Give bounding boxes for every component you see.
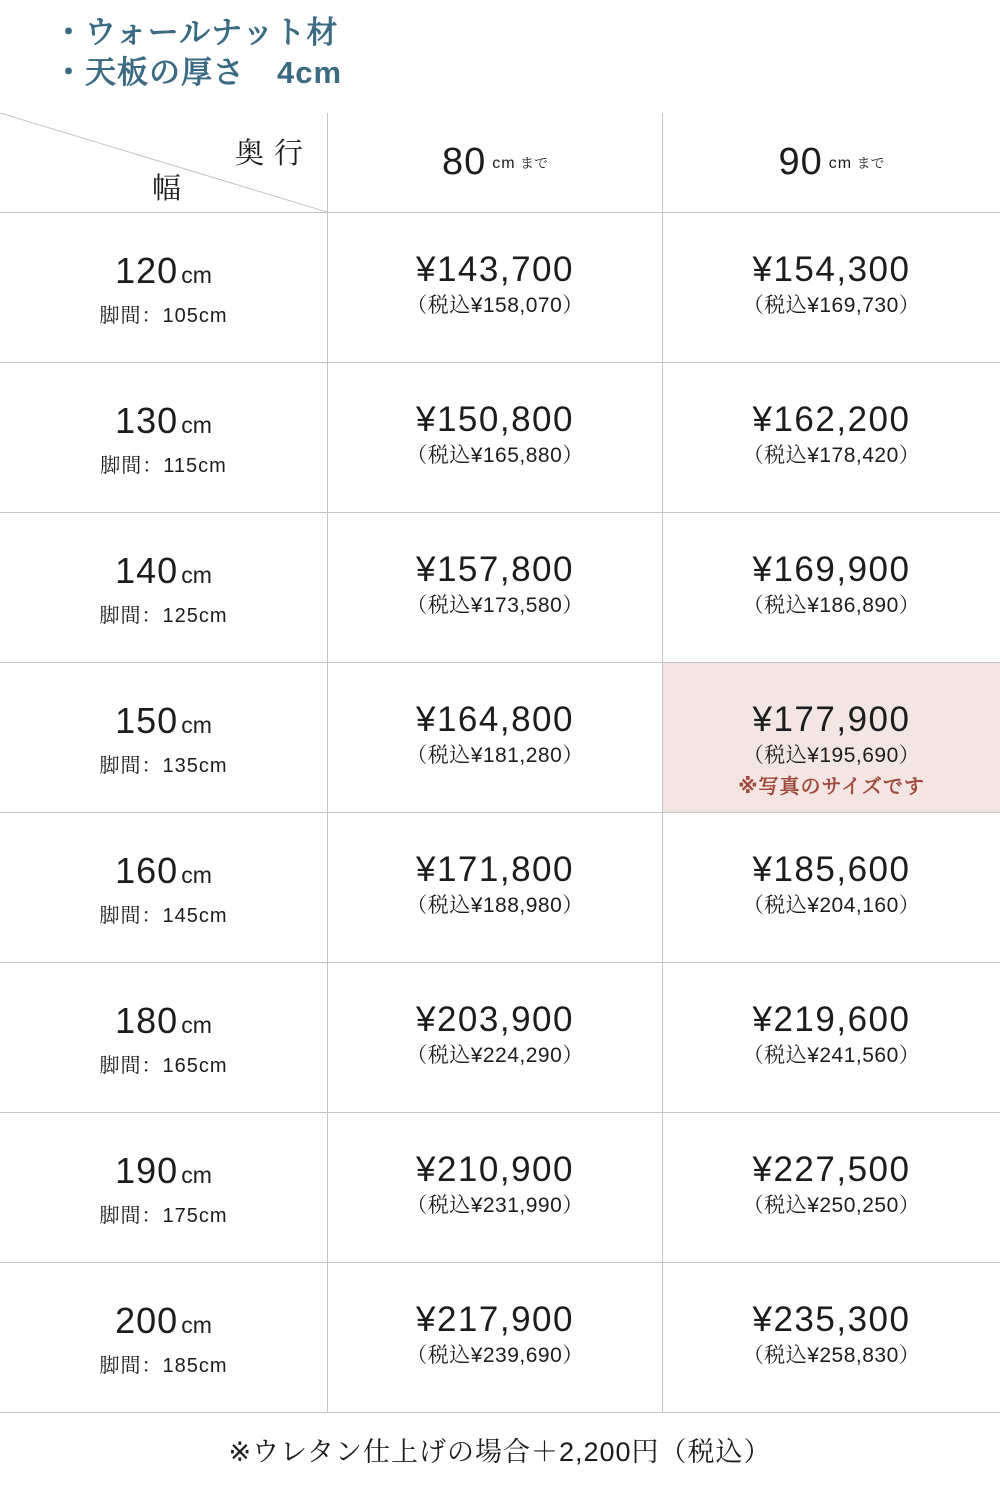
price-value: ¥235,300 <box>752 1300 911 1339</box>
size-value: 140 <box>115 550 179 591</box>
tax-included-price: （税込¥224,290） <box>406 1044 584 1067</box>
size-cell <box>0 1113 327 1262</box>
size-label <box>115 249 212 301</box>
tax-included-price: （税込¥181,280） <box>406 744 584 767</box>
price-value: ¥177,900 <box>752 700 911 739</box>
leg-span-label: 脚間：125cm <box>99 605 228 627</box>
photo-size-note: ※写真のサイズです <box>738 776 925 798</box>
size-label <box>115 549 212 601</box>
tax-included-price: （税込¥178,420） <box>742 444 921 467</box>
size-label <box>115 849 212 901</box>
size-cell <box>0 963 327 1112</box>
spec-note-material: ・ウォールナット材 <box>53 15 339 50</box>
column-header-suffix: まで <box>856 154 885 171</box>
size-cell <box>0 1263 327 1412</box>
price-value: ¥150,800 <box>416 400 574 439</box>
price-cell-90 <box>662 963 1000 1112</box>
price-value: ¥162,200 <box>752 400 911 439</box>
column-header-80cm <box>327 113 662 212</box>
table-row-160cm <box>0 813 1000 963</box>
size-label <box>115 1149 212 1201</box>
tax-included-price: （税込¥241,560） <box>742 1044 921 1067</box>
table-header-row <box>0 113 1000 213</box>
column-header-unit: cm <box>828 154 853 172</box>
leg-span-label: 脚間：105cm <box>99 305 228 327</box>
size-value: 160 <box>115 850 179 891</box>
tax-included-price: （税込¥173,580） <box>406 594 584 617</box>
price-value: ¥227,500 <box>752 1150 911 1189</box>
table-row-120cm <box>0 213 1000 363</box>
size-value: 130 <box>115 400 179 441</box>
tax-included-price: （税込¥250,250） <box>742 1194 921 1217</box>
table-row-130cm <box>0 363 1000 513</box>
price-cell-90 <box>662 1263 1000 1412</box>
column-header-value: 80 <box>441 141 487 183</box>
column-header-unit: cm <box>492 154 516 172</box>
price-cell-80 <box>327 663 662 812</box>
size-cell <box>0 663 327 812</box>
tax-included-price: （税込¥239,690） <box>406 1344 584 1367</box>
size-label <box>115 1299 212 1351</box>
size-value: 150 <box>115 700 179 741</box>
price-value: ¥154,300 <box>752 250 911 289</box>
size-value: 190 <box>115 1150 179 1191</box>
price-cell-90 <box>662 363 1000 512</box>
table-row-190cm <box>0 1113 1000 1263</box>
size-cell <box>0 813 327 962</box>
tax-included-price: （税込¥165,880） <box>406 444 584 467</box>
size-cell <box>0 363 327 512</box>
price-cell-90-highlighted <box>662 663 1000 812</box>
leg-span-label: 脚間：175cm <box>99 1205 228 1227</box>
tax-included-price: （税込¥204,160） <box>742 894 921 917</box>
price-cell-90 <box>662 1113 1000 1262</box>
price-value: ¥143,700 <box>416 250 574 289</box>
column-header-value: 90 <box>778 141 823 183</box>
price-cell-80 <box>327 813 662 962</box>
price-value: ¥157,800 <box>416 550 574 589</box>
tax-included-price: （税込¥258,830） <box>742 1344 921 1367</box>
urethane-finish-note: ※ウレタン仕上げの場合＋2,200円（税込） <box>228 1437 772 1467</box>
price-value: ¥203,900 <box>416 1000 574 1039</box>
price-cell-80 <box>327 213 662 362</box>
size-unit: cm <box>181 712 212 738</box>
price-value: ¥185,600 <box>752 850 911 889</box>
corner-cell <box>0 113 327 212</box>
size-unit: cm <box>181 862 212 888</box>
price-value: ¥164,800 <box>416 700 574 739</box>
size-value: 200 <box>115 1300 179 1341</box>
tax-included-price: （税込¥169,730） <box>742 294 921 317</box>
size-unit: cm <box>181 262 212 288</box>
size-unit: cm <box>181 562 212 588</box>
price-value: ¥217,900 <box>416 1300 574 1339</box>
table-row-140cm <box>0 513 1000 663</box>
size-label <box>115 399 212 451</box>
size-value: 120 <box>115 250 179 291</box>
width-axis-label: 幅 <box>152 173 182 205</box>
table-row-200cm <box>0 1263 1000 1413</box>
size-label <box>115 999 212 1051</box>
tax-included-price: （税込¥186,890） <box>742 594 921 617</box>
price-cell-90 <box>662 213 1000 362</box>
size-unit: cm <box>181 1012 212 1038</box>
tax-included-price: （税込¥158,070） <box>406 294 584 317</box>
price-cell-80 <box>327 363 662 512</box>
price-value: ¥210,900 <box>416 1150 574 1189</box>
column-header-90cm <box>662 113 1000 212</box>
price-cell-80 <box>327 513 662 662</box>
column-header-unit-stack <box>492 155 548 173</box>
price-cell-80 <box>327 1113 662 1262</box>
price-cell-90 <box>662 813 1000 962</box>
column-header-suffix: まで <box>520 154 549 171</box>
column-header-unit-stack <box>829 155 885 173</box>
price-value: ¥219,600 <box>752 1000 911 1039</box>
size-cell <box>0 213 327 362</box>
size-unit: cm <box>181 412 212 438</box>
tax-included-price: （税込¥231,990） <box>406 1194 584 1217</box>
size-cell <box>0 513 327 662</box>
size-value: 180 <box>115 1000 179 1041</box>
leg-span-label: 脚間：145cm <box>99 905 228 927</box>
table-row-150cm <box>0 663 1000 813</box>
price-table <box>0 113 1000 1413</box>
spec-note-thickness: ・天板の厚さ 4cm <box>53 55 343 90</box>
leg-span-label: 脚間：135cm <box>99 755 228 777</box>
price-value: ¥171,800 <box>416 850 574 889</box>
price-cell-80 <box>327 963 662 1112</box>
price-value: ¥169,900 <box>752 550 911 589</box>
leg-span-label: 脚間：165cm <box>99 1055 228 1077</box>
spec-notes <box>53 13 342 93</box>
depth-axis-label: 奥行 <box>234 138 313 170</box>
price-cell-80 <box>327 1263 662 1412</box>
leg-span-label: 脚間：115cm <box>100 455 227 477</box>
leg-span-label: 脚間：185cm <box>99 1355 228 1377</box>
tax-included-price: （税込¥188,980） <box>406 894 584 917</box>
price-cell-90 <box>662 513 1000 662</box>
size-label <box>115 699 212 751</box>
size-unit: cm <box>181 1312 212 1338</box>
size-unit: cm <box>181 1162 212 1188</box>
tax-included-price: （税込¥195,690） <box>742 744 921 767</box>
table-row-180cm <box>0 963 1000 1113</box>
